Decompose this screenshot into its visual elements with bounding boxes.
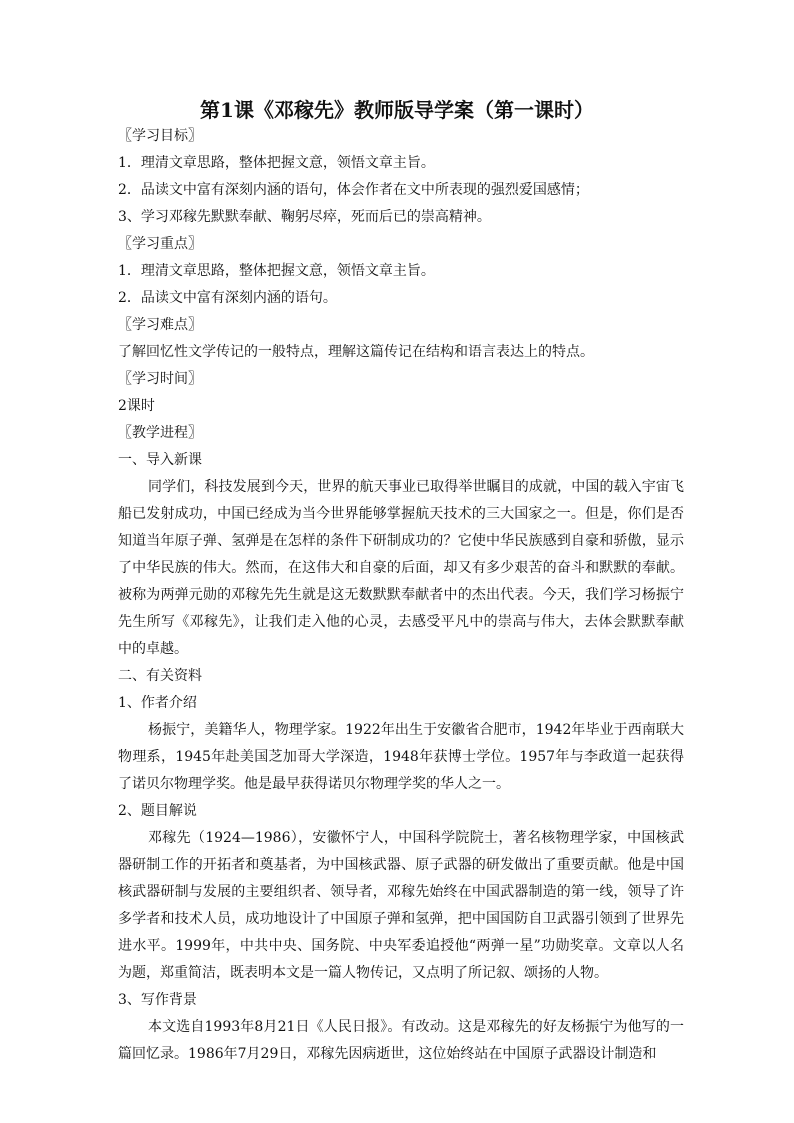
process-heading: 〖教学进程〗 [118, 425, 202, 441]
difficulty-text: 了解回忆性文学传记的一般特点，理解这篇传记在结构和语言表达上的特点。 [118, 344, 594, 360]
background-heading: 3、写作背景 [118, 992, 197, 1008]
title-explanation-heading: 2、题目解说 [118, 803, 197, 819]
key-point-item-1: 1．理清文章思路，整体把握文意，领悟文章主旨。 [118, 263, 435, 279]
goal-item-2: 2．品读文中富有深刻内涵的语句，体会作者在文中所表现的强烈爱国感情； [118, 182, 589, 198]
goals-heading: 〖学习目标〗 [118, 128, 202, 144]
goal-item-3: 3、学习邓稼先默默奉献、鞠躬尽瘁，死而后已的崇高精神。 [118, 209, 491, 225]
key-points-heading: 〖学习重点〗 [118, 236, 202, 252]
author-paragraph: 杨振宁，美籍华人，物理学家。1922年出生于安徽省合肥市，1942年毕业于西南联大物理系，1945年赴美国芝加哥大学深造，1948年获博士学位。1957年与李政道一起获得了诺贝尔物理学奖。他是最早获得诺贝尔物理学奖的华人之一。 [118, 722, 684, 792]
intro-paragraph: 同学们，科技发展到今天，世界的航天事业已取得举世瞩目的成就，中国的载入宇宙飞船已发射成功，中国已经成为当今世界能够掌握航天技术的三大国家之一。但是，你们是否知道当年原子弹、氢弹是在怎样的条件下研制成功的？它使中华民族感到自豪和骄傲，显示了中华民族的伟大。然而，在这伟大和自豪的后面，却又有多少艰苦的奋斗和默默的奉献。被称为两弹元勋的邓稼先先生就是这无数默默奉献者中的杰出代表。今天，我们学习杨振宁先生所写《邓稼先》，让我们走入他的心灵，去感受平凡中的崇高与伟大，去体会默默奉献中的卓越。 [118, 479, 684, 657]
intro-heading: 一、导入新课 [118, 452, 202, 468]
goal-item-1: 1．理清文章思路，整体把握文意，领悟文章主旨。 [118, 155, 435, 171]
time-heading: 〖学习时间〗 [118, 371, 202, 387]
author-heading: 1、作者介绍 [118, 695, 197, 711]
materials-heading: 二、有关资料 [118, 668, 202, 684]
key-point-item-2: 2．品读文中富有深刻内涵的语句。 [118, 290, 337, 306]
time-text: 2课时 [118, 398, 155, 414]
background-paragraph: 本文选自1993年8月21日《人民日报》。有改动。这是邓稼先的好友杨振宁为他写的一篇回忆录。1986年7月29日，邓稼先因病逝世，这位始终站在中国原子武器设计制造和 [118, 1019, 684, 1062]
document-title: 第1课《邓稼先》教师版导学案（第一课时） [200, 98, 594, 122]
document-body [118, 123, 684, 1068]
title-explanation-paragraph: 邓稼先（1924—1986），安徽怀宁人，中国科学院院士，著名核物理学家，中国核武器研制工作的开拓者和奠基者，为中国核武器、原子武器的研发做出了重要贡献。他是中国核武器研制与发展的主要组织者、领导者，邓稼先始终在中国武器制造的第一线，领导了许多学者和技术人员，成功地设计了中国原子弹和氢弹，把中国国防自卫武器引领到了世界先进水平。1999年，中共中央、国务院、中央军委追授他“两弹一星”功勋奖章。文章以人名为题，郑重简洁，既表明本文是一篇人物传记，又点明了所记叙、颂扬的人物。 [118, 830, 684, 981]
difficulty-heading: 〖学习难点〗 [118, 317, 202, 333]
